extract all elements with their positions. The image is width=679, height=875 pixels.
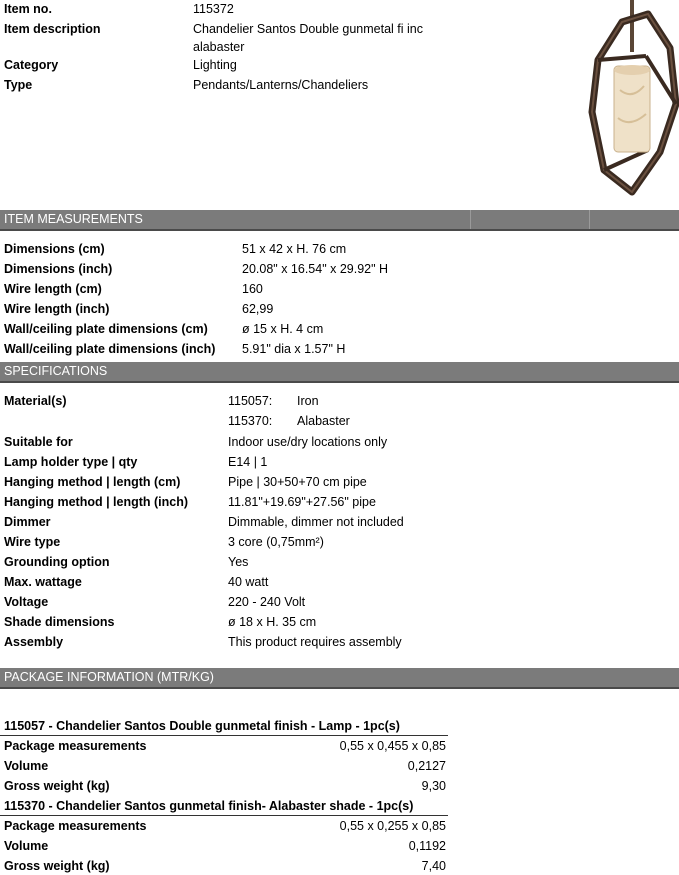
item-measurements-header bbox=[0, 210, 679, 231]
item-no-value: 115372 bbox=[193, 2, 234, 16]
measurement-label: Wall/ceiling plate dimensions (inch) bbox=[4, 342, 216, 356]
item-measurements-title: ITEM MEASUREMENTS bbox=[4, 212, 143, 226]
materials-label: Material(s) bbox=[4, 394, 67, 408]
material-name: Alabaster bbox=[297, 414, 350, 428]
spec-value: ø 18 x H. 35 cm bbox=[228, 615, 317, 629]
spec-label: Max. wattage bbox=[4, 575, 82, 589]
spec-value: 11.81"+19.69"+27.56" pipe bbox=[228, 495, 376, 509]
package-row-label: Gross weight (kg) bbox=[4, 779, 110, 793]
spec-value: Dimmable, dimmer not included bbox=[228, 515, 404, 529]
measurement-label: Wall/ceiling plate dimensions (cm) bbox=[4, 322, 208, 336]
measurement-value: 160 bbox=[242, 282, 263, 296]
package-row-value: 0,1192 bbox=[408, 839, 446, 853]
spec-label: Lamp holder type | qty bbox=[4, 455, 138, 469]
measurement-label: Dimensions (inch) bbox=[4, 262, 113, 276]
package-row-label: Volume bbox=[4, 759, 49, 773]
material-code: 115370: bbox=[228, 414, 273, 428]
package-row-label: Package measurements bbox=[4, 819, 147, 833]
measurement-value: 20.08" x 16.54" x 29.92" H bbox=[242, 262, 389, 276]
item-no-label: Item no. bbox=[4, 2, 52, 16]
package-row-label: Gross weight (kg) bbox=[4, 859, 110, 873]
package-title: 115370 - Chandelier Santos gunmetal finish- Alabaster shade - 1pc(s) bbox=[4, 799, 414, 813]
type-value: Pendants/Lanterns/Chandeliers bbox=[193, 78, 369, 92]
package-row-value: 0,55 x 0,255 x 0,85 bbox=[339, 819, 446, 833]
spec-label: Hanging method | length (inch) bbox=[4, 495, 189, 509]
spec-value: 3 core (0,75mm²) bbox=[228, 535, 324, 549]
package-row-label: Package measurements bbox=[4, 739, 147, 753]
material-name: Iron bbox=[297, 394, 319, 408]
spec-label: Suitable for bbox=[4, 435, 73, 449]
measurement-value: ø 15 x H. 4 cm bbox=[242, 322, 324, 336]
item-description-line1: Chandelier Santos Double gunmetal fi inc bbox=[193, 22, 423, 36]
package-row-value: 9,30 bbox=[421, 779, 446, 793]
spec-label: Wire type bbox=[4, 535, 61, 549]
category-value: Lighting bbox=[193, 58, 237, 72]
spec-label: Dimmer bbox=[4, 515, 51, 529]
spec-value: Pipe | 30+50+70 cm pipe bbox=[228, 475, 367, 489]
specifications-title: SPECIFICATIONS bbox=[4, 364, 108, 378]
package-title: 115057 - Chandelier Santos Double gunmetal finish - Lamp - 1pc(s) bbox=[4, 719, 400, 733]
item-description-line2: alabaster bbox=[193, 40, 245, 54]
spec-label: Hanging method | length (cm) bbox=[4, 475, 181, 489]
spec-label: Voltage bbox=[4, 595, 49, 609]
item-description-label: Item description bbox=[4, 22, 101, 36]
spec-label: Assembly bbox=[4, 635, 64, 649]
chandelier-product-image bbox=[586, 0, 679, 196]
measurement-label: Dimensions (cm) bbox=[4, 242, 105, 256]
header-divider bbox=[470, 210, 471, 229]
material-code: 115057: bbox=[228, 394, 273, 408]
package-information-header bbox=[0, 668, 679, 689]
spec-label: Shade dimensions bbox=[4, 615, 115, 629]
measurement-value: 51 x 42 x H. 76 cm bbox=[242, 242, 347, 256]
package-row-label: Volume bbox=[4, 839, 49, 853]
package-row-value: 0,55 x 0,455 x 0,85 bbox=[339, 739, 446, 753]
measurement-label: Wire length (cm) bbox=[4, 282, 102, 296]
package-row-value: 7,40 bbox=[421, 859, 446, 873]
package-row-value: 0,2127 bbox=[407, 759, 446, 773]
type-label: Type bbox=[4, 78, 33, 92]
package-title-underline bbox=[0, 815, 448, 816]
category-label: Category bbox=[4, 58, 59, 72]
header-divider bbox=[589, 210, 590, 229]
spec-value: Indoor use/dry locations only bbox=[228, 435, 388, 449]
spec-value: Yes bbox=[228, 555, 249, 569]
package-information-title: PACKAGE INFORMATION (MTR/KG) bbox=[4, 670, 214, 684]
spec-value: E14 | 1 bbox=[228, 455, 268, 469]
specifications-header bbox=[0, 362, 679, 383]
package-title-underline bbox=[0, 735, 448, 736]
spec-value: 220 - 240 Volt bbox=[228, 595, 306, 609]
spec-label: Grounding option bbox=[4, 555, 110, 569]
measurement-value: 5.91" dia x 1.57" H bbox=[242, 342, 346, 356]
measurement-label: Wire length (inch) bbox=[4, 302, 110, 316]
measurement-value: 62,99 bbox=[242, 302, 274, 316]
spec-value: This product requires assembly bbox=[228, 635, 402, 649]
spec-value: 40 watt bbox=[228, 575, 269, 589]
